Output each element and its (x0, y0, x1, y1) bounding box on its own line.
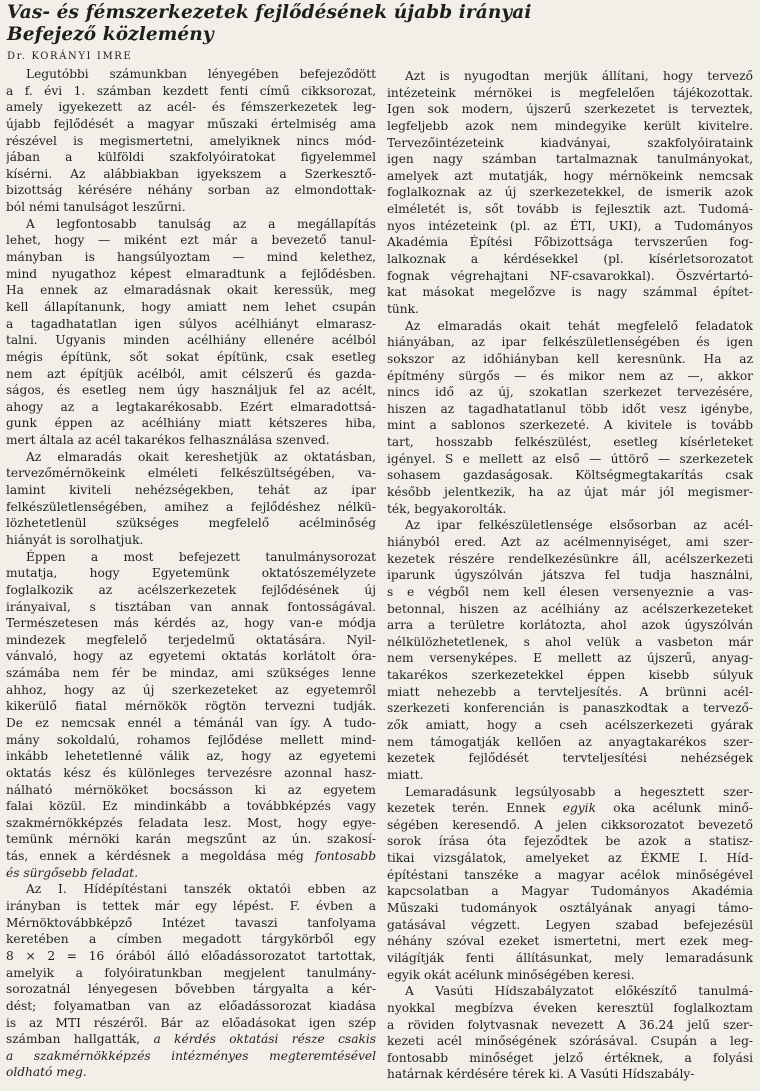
text-line: oktatás kész és különleges tervezésre azonnal hasz- (6, 765, 376, 780)
text-line: mány sokoldalú, rohamos fejlődése mellett mind- (6, 732, 376, 747)
text-line: hiányában, az ipar felkészületlenségében és igen (387, 335, 753, 350)
text-line: fontosabb minőséget jelző értéknek, a folyási (387, 1050, 753, 1065)
text-line: ságos, és esetleg nem úgy használjuk fel az acélt, (6, 383, 376, 398)
text-line: tervezőmérnökeink elméleti felkészültségében, va- (6, 466, 376, 481)
article-title-line-2: Befejező közlemény (7, 24, 214, 45)
text-line: nem támogatják kellően az anyagtakarékos szer- (387, 734, 753, 749)
text-line: szakmérnökképzés feladata lesz. Most, hogy egye- (6, 815, 376, 830)
text-line: sokszor az időhiányban kell keresnünk. Ha az (387, 351, 753, 366)
text-line: mutatja, hogy Egyetemünk oktatószemélyzete (6, 566, 376, 581)
paragraph (6, 216, 376, 449)
text-line: a f. évi 1. számban kezdett fenti című cikksorozat, (6, 83, 376, 98)
text-line: iparunk úgyszólván játszva fel tudja használni, (387, 568, 753, 583)
text-line: vánvaló, hogy az egyetemi oktatás korlátolt óra- (6, 649, 376, 664)
text-line: amelyik a folyóiratunkban megjelent tanulmány- (6, 965, 376, 980)
author-byline: Dr. KORÁNYI IMRE (7, 51, 133, 62)
text-line: nincs idő az új, szokatlan szerkezet tervezésére, (387, 385, 753, 400)
text-line: kezetek terén. Ennek egyik oka acélunk minő- (387, 801, 753, 816)
text-line: falai közül. Ez mindinkább a továbbképzés vagy (6, 799, 376, 814)
text-line: nem azt építjük acélból, amit célszerű és gazda- (6, 366, 376, 381)
text-line: miatt. (387, 767, 424, 782)
right-column (387, 68, 753, 1083)
text-line: számába nem fér be mindaz, ami szükséges lenne (6, 666, 376, 681)
text-line: Az I. Hídépítéstani tanszék oktatói ebben az (26, 882, 376, 897)
text-line: mégis építünk, sőt sokat építünk, csak esetleg (6, 349, 376, 364)
text-line: gatásával végzett. Legyen szabad befejezésül (387, 917, 753, 932)
text-line: kísérni. Az alábbiakban igyekszem a Szerkesztő- (6, 166, 376, 181)
text-line: nyokkal megbízva éveken keresztül foglalkoztam (387, 1000, 753, 1015)
paragraph (387, 784, 753, 984)
text-line: részével is megismertetni, amelyiknek nincs mód- (6, 133, 376, 148)
text-line: irányaival, s tisztában van annak fontosságával. (6, 599, 376, 614)
text-line: kikerülő fiatal mérnökök rögtön tervezni tudják. (6, 699, 376, 714)
text-line: Mérnöktovábbképző Intézet tavaszi tanfolyama (6, 915, 376, 930)
paragraph (6, 449, 376, 549)
text-line: Tervezőintézeteink kiadványai, szakfolyóirataink (387, 135, 753, 150)
text-line: hiányból ered. Azt az acélmennyiséget, ami szer- (387, 534, 753, 549)
text-line: 8 × 2 = 16 órából álló előadássorozatot tartottak, (6, 948, 376, 963)
text-line: hiányát is sorolhatjuk. (6, 532, 144, 547)
text-line: keretében a címben megadott tárgykörből egy (6, 932, 376, 947)
text-line: tünk. (387, 301, 419, 316)
paragraph (387, 983, 753, 1083)
text-line: kat másokat megelőzve is nagy számmal építet- (387, 285, 753, 300)
text-line: kezeti acél minőségének szórásával. Csupán a leg- (387, 1034, 753, 1049)
text-line: kell állapítanunk, hogy amiatt nem lehet csupán (6, 299, 376, 314)
paragraph (6, 66, 376, 216)
text-line: Az elmaradás okait tehát megfelelő feladatok (405, 318, 753, 333)
text-line: tart, hosszabb felkészülést, esetleg kísérleteket (387, 435, 753, 450)
paragraph (387, 318, 753, 518)
text-line: Lemaradásunk legsúlyosabb a hegesztett szer- (405, 784, 753, 799)
text-line: Természetesen más kérdés az, hogy van-e módja (6, 616, 376, 631)
text-line: s e végből nem kell élesen versenyeznie a vas- (387, 584, 753, 599)
text-line: sohasem gazdaságosak. Költségmegtakarítás csak (387, 468, 753, 483)
text-line: igényel. S e mellett az első — úttörő — szerkezetek (387, 451, 753, 466)
text-line: talni. Ugyanis minden acélhiány ellenére acélból (6, 333, 376, 348)
text-line: igen nagy számban tartalmaznak tanulmányokat, (387, 152, 753, 167)
text-line: Igen sok modern, újszerű szerkezetet is terveztek, (387, 102, 753, 117)
text-line: világítják fenti állításunkat, mely lemaradásunk (387, 950, 753, 965)
text-line: mindezek megfelelő terjedelmű oktatására. Nyil- (6, 632, 376, 647)
text-line: Ha ennek az elmaradásnak okait keressük, meg (6, 283, 376, 298)
text-line: nálható mérnököket bocsásson ki az egyetem (6, 782, 376, 797)
text-line: Az elmaradás okait kereshetjük az oktatásban, (26, 449, 376, 464)
text-line: inkább lehetetlenné válik az, hogy az egyetemi (6, 749, 376, 764)
text-line: felkészületlenségében, amihez a fejlődéshez nélkü- (6, 499, 376, 514)
paragraph (387, 68, 753, 318)
paragraph (6, 549, 376, 882)
text-line: lehet, hogy — miként ezt már a bevezető tanul- (6, 233, 376, 248)
text-line: amely igyekezett az acél- és fémszerkezetek leg- (6, 100, 376, 115)
text-line: később jelentkezik, ha az újat már jól megismer- (387, 485, 753, 500)
text-line: De ez nemcsak ennél a témánál van így. A tudo- (6, 715, 376, 730)
text-line: takarékos szerkezetekkel éppen kisebb súlyuk (387, 668, 753, 683)
text-line: legfeljebb azok nem mindegyike került kivitelre. (387, 118, 753, 133)
text-line: építmény sürgős — és mikor nem az —, akkor (387, 368, 753, 383)
text-line: kapcsolatban a Magyar Tudományos Akadémia (387, 884, 753, 899)
text-line: Azt is nyugodtan merjük állítani, hogy tervező (405, 69, 753, 83)
text-line: tikai vizsgálatok, amelyeket az ÉKME I. Híd- (387, 851, 753, 866)
paragraph (6, 881, 376, 1081)
text-line: újabb fejlődését a magyar műszaki értelmiség ama (6, 116, 376, 131)
text-line: ahhoz, hogy az új szerkezeteket az egyetemről (6, 682, 376, 697)
text-line: jában a külföldi szakfolyóiratokat figyelemmel (6, 150, 376, 165)
text-line: építéstani tanszéke a magyar acélok minőségével (387, 867, 753, 882)
text-line: Az ipar felkészületlensége elsősorban az acél- (405, 518, 753, 533)
text-line: miatt nehezebb a tervteljesítés. A brünni acél- (387, 684, 753, 699)
paragraph (387, 517, 753, 783)
text-line: kezetek fejlődését tervteljesítési nehézségek (387, 751, 753, 766)
text-line: szerkezeti konferencián is panaszkodtak a tervező- (387, 701, 753, 716)
text-line: a tagadhatatlan igen súlyos acélhiányt elmarasz- (6, 316, 376, 331)
text-line: mint a sablonos szerkezeté. A kivitele is tovább (387, 418, 753, 433)
text-line: tás, ennek a kérdésnek a megoldása még fontosabb (6, 849, 376, 864)
text-line: lalkoznak a kérdésekkel (pl. kísérletsorozatot (387, 252, 753, 267)
text-line: hiszen az tagadhatatlanul több időt vesz igénybe, (387, 401, 753, 416)
text-line: és sürgősebb feladat. (6, 865, 139, 880)
text-line: Éppen a most befejezett tanulmánysorozat (26, 549, 376, 564)
text-line: dést; folyamatban van az előadássorozat kiadása (6, 998, 376, 1013)
text-line: egyik okát acélunk minőségében keresi. (387, 967, 635, 982)
text-line: gunk éppen az acélhiány miatt kétszeres hiba, (6, 416, 376, 431)
text-line: ahogy az a legtakarékosabb. Ezért elmaradottsá- (6, 399, 376, 414)
text-line: sorok írása óta fejeződtek be azok a statisz- (387, 834, 753, 849)
text-line: intézeteink mérnökei is megfelelően tájékozottak. (387, 85, 753, 100)
text-line: A legfontosabb tanulság az a megállapítás (26, 216, 376, 231)
text-line: kezetek részére rendelkezésünkre áll, acélszerkezeti (387, 551, 753, 566)
text-line: a röviden folytvasnak nevezett A 36.24 jelű szer- (387, 1017, 753, 1032)
left-column (6, 66, 376, 1081)
text-line: nélkülözhetetlenek, s ahol velük a vasbeton már (387, 634, 753, 649)
text-line: is az MTI részéről. Bár az előadásokat igen szép (6, 1015, 376, 1030)
text-line: számban hallgatták, a kérdés oktatási része csakis (6, 1032, 376, 1047)
text-line: fognak végrehajtani NF-csavarokkal). Öszvértartó- (387, 268, 753, 283)
text-line: mert általa az acél takarékos felhasználása szenved. (6, 433, 330, 448)
text-line: betonnal, hiszen az acélhiány az acélszerkezeteket (387, 601, 753, 616)
text-line: nem versenyképes. E mellett az újszerű, anyag- (387, 651, 753, 666)
text-line: foglalkoznak az új szerkezetekkel, de ismerik azok (387, 185, 753, 200)
text-line: Akadémia Építési Főbizottsága tervszerűen fog- (387, 235, 753, 250)
text-line: a szakmérnökképzés intézményes megteremtésével (6, 1048, 376, 1063)
text-line: nyos intézeteink (pl. az ÉTI, UKI), a Tudományos (387, 218, 753, 233)
text-line: mind nyugathoz képest elmaradtunk a fejlődésben. (6, 266, 376, 281)
article-title-line-1: Vas- és fémszerkezetek fejlődésének újabb irányai (7, 2, 532, 23)
text-line: bizottság kérésére néhány sorban az elmondottak- (6, 183, 376, 198)
text-line: ték, begyakorolták. (387, 501, 507, 516)
text-line: Műszaki tudományok osztályának anyagi támo- (387, 901, 753, 916)
text-line: arra a területre korlátozta, ahol azok úgyszólván (387, 618, 753, 633)
text-line: elméletét is, sőt tovább is fejlesztik azt. Tudomá- (387, 202, 753, 217)
text-line: ségében keresendő. A jelen cikksorozatot bevezető (387, 817, 753, 832)
text-line: mányban is hangsúlyoztam — mind kelethez, (6, 250, 376, 265)
text-line: irányban is tettek már egy lépést. F. évben a (6, 899, 376, 914)
text-line: oldható meg. (6, 1065, 87, 1080)
text-line: néhány szóval ezeket ismertetni, mert ezek meg- (387, 934, 753, 949)
text-line: lözhetetlenül szükséges megfelelő acélminőség (6, 516, 376, 531)
text-line: foglalkozik az acélszerkezetek fejlődésének új (6, 582, 376, 597)
text-line: lamint kiviteli nehézségekben, tehát az ipar (6, 483, 376, 498)
text-line: A Vasúti Hídszabályzatot előkészítő tanulmá- (405, 984, 753, 999)
text-line: Legutóbbi számunkban lényegében befejeződött (26, 67, 376, 81)
text-line: ból némi tanulságot leszűrni. (6, 200, 186, 215)
text-line: amelyek azt mutatják, hogy mérnökeink nemcsak (387, 168, 753, 183)
text-line: sorozatnál lényegesen bővebben tárgyalta a kér- (6, 982, 376, 997)
text-line: zők amiatt, hogy a cseh acélszerkezeti gyárak (387, 717, 753, 732)
article-title (7, 2, 755, 46)
text-line: határnak kérdésére térek ki. A Vasúti Hídszabály- (387, 1067, 695, 1082)
text-line: temünk mérnöki karán megszűnt az ún. szakosí- (6, 832, 376, 847)
